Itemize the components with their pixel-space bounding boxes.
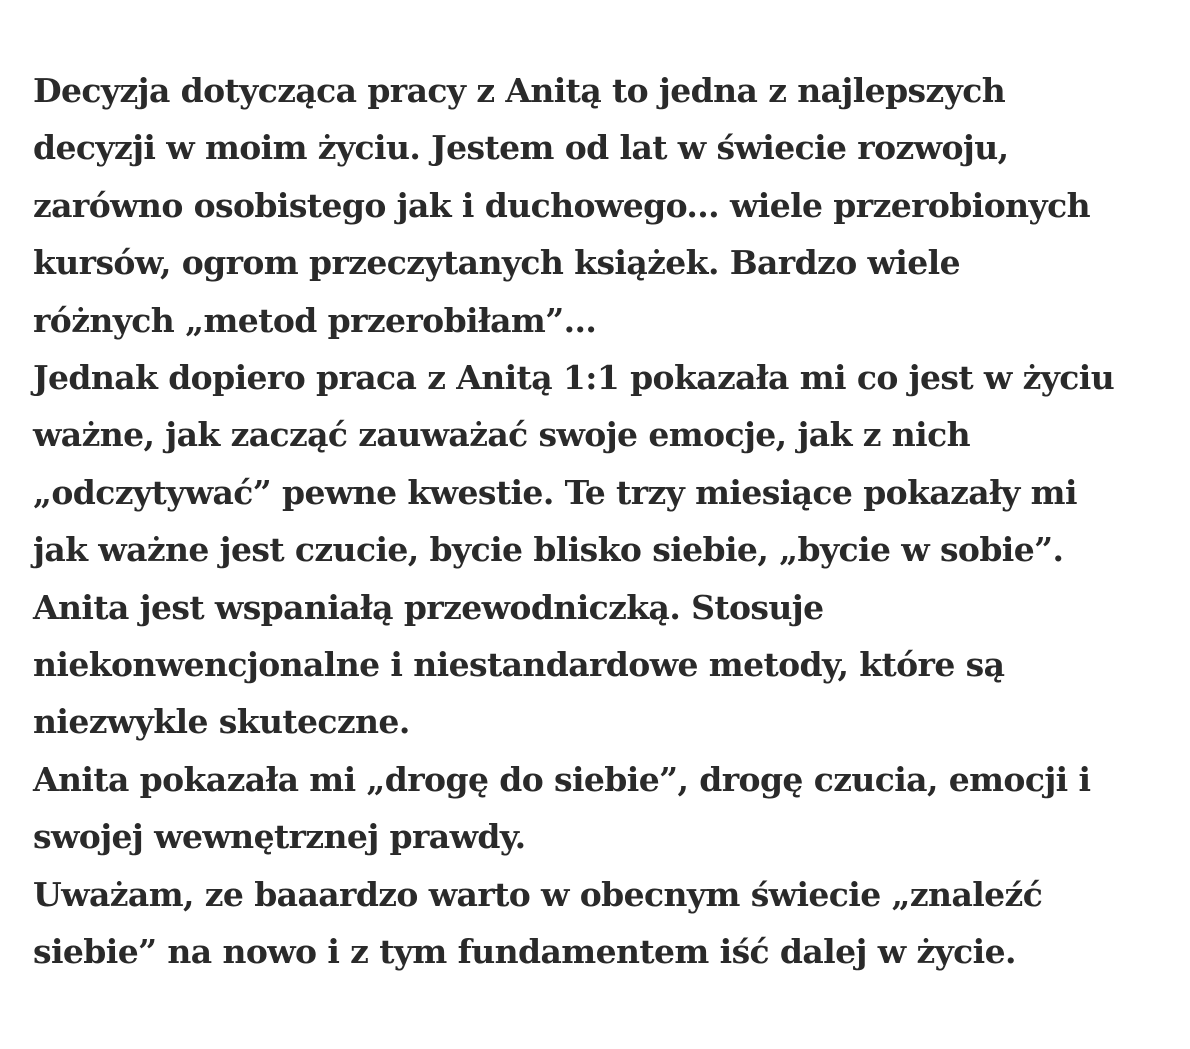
- text-line: kursów, ogrom przeczytanych książek. Bardzo wiele: [33, 243, 960, 283]
- testimonial-text: [33, 62, 1173, 981]
- text-line: Anita jest wspaniałą przewodniczką. Stosuje: [33, 587, 824, 627]
- text-line: Jednak dopiero praca z Anitą 1:1 pokazała mi co jest w życiu: [33, 358, 1115, 398]
- text-line: niezwykle skuteczne.: [33, 702, 410, 742]
- text-line: zarówno osobistego jak i duchowego... wiele przerobionych: [33, 185, 1090, 225]
- text-line: Anita pokazała mi „drogę do siebie”, drogę czucia, emocji i: [33, 759, 1091, 799]
- text-line: siebie” na nowo i z tym fundamentem iść dalej w życie.: [33, 932, 1016, 972]
- text-line: Decyzja dotycząca pracy z Anitą to jedna z najlepszych: [33, 71, 1006, 110]
- text-line: decyzji w moim życiu. Jestem od lat w świecie rozwoju,: [33, 128, 1009, 168]
- text-line: ważne, jak zacząć zauważać swoje emocje, jak z nich: [33, 415, 970, 455]
- text-line: swojej wewnętrznej prawdy.: [33, 817, 526, 857]
- text-line: różnych „metod przerobiłam”...: [33, 300, 597, 340]
- text-line: „odczytywać” pewne kwestie. Te trzy miesiące pokazały mi: [33, 472, 1077, 512]
- text-line: niekonwencjonalne i niestandardowe metody, które są: [33, 645, 1005, 685]
- text-line: jak ważne jest czucie, bycie blisko siebie, „bycie w sobie”.: [33, 530, 1064, 570]
- text-line: Uważam, ze baaardzo warto w obecnym świecie „znaleźć: [33, 874, 1043, 914]
